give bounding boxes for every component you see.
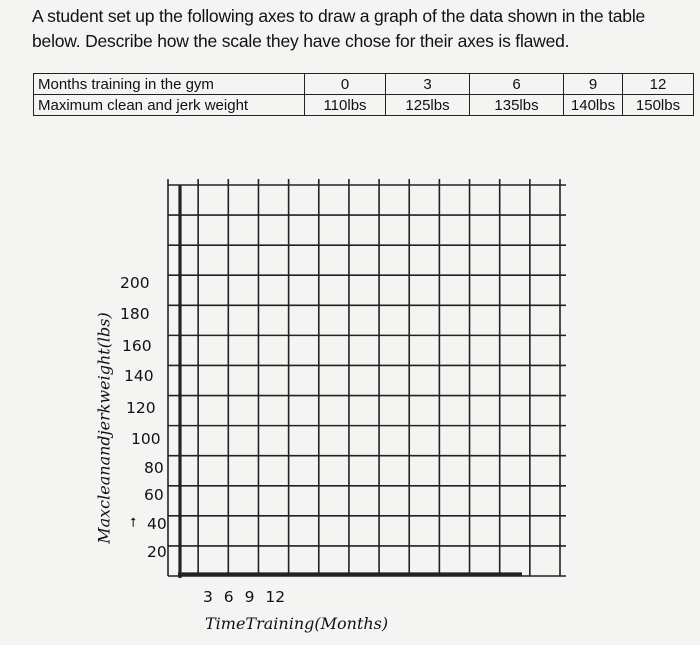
y-tick-label: 20	[147, 543, 167, 561]
y-tick-label: 40	[147, 515, 167, 533]
y-tick-label: 100	[131, 430, 161, 448]
row-header-weight: Maximum clean and jerk weight	[34, 95, 305, 116]
table-cell: 110lbs	[305, 95, 386, 116]
table-cell: 12	[623, 74, 694, 95]
question-line-2: below. Describe how the scale they have chose for their axes is flawed.	[32, 31, 570, 51]
table-cell: 6	[470, 74, 564, 95]
y-tick-label: 120	[126, 399, 156, 417]
table-cell: 150lbs	[623, 95, 694, 116]
y-tick-label: 60	[144, 486, 164, 504]
table-cell: 0	[305, 74, 386, 95]
table-cell: 125lbs	[386, 95, 470, 116]
arrow-mark-icon: ⭡	[130, 515, 137, 530]
y-axis-label: Maxcleanandjerkweight(lbs)	[94, 312, 114, 544]
table-cell: 9	[564, 74, 623, 95]
table-cell: 140lbs	[564, 95, 623, 116]
row-header-months: Months training in the gym	[34, 74, 305, 95]
y-tick-label: 180	[120, 305, 150, 323]
y-tick-label: 160	[122, 337, 152, 355]
x-axis-label: TimeTraining(Months)	[205, 614, 389, 633]
y-tick-label: 200	[120, 274, 150, 292]
question-line-1: A student set up the following axes to draw a graph of the data shown in the table	[32, 6, 646, 26]
table-cell: 135lbs	[470, 95, 564, 116]
y-tick-label: 80	[144, 459, 164, 477]
y-tick-label: 140	[124, 367, 154, 385]
table-cell: 3	[386, 74, 470, 95]
x-tick-labels: 3 6 9 12	[203, 588, 286, 606]
